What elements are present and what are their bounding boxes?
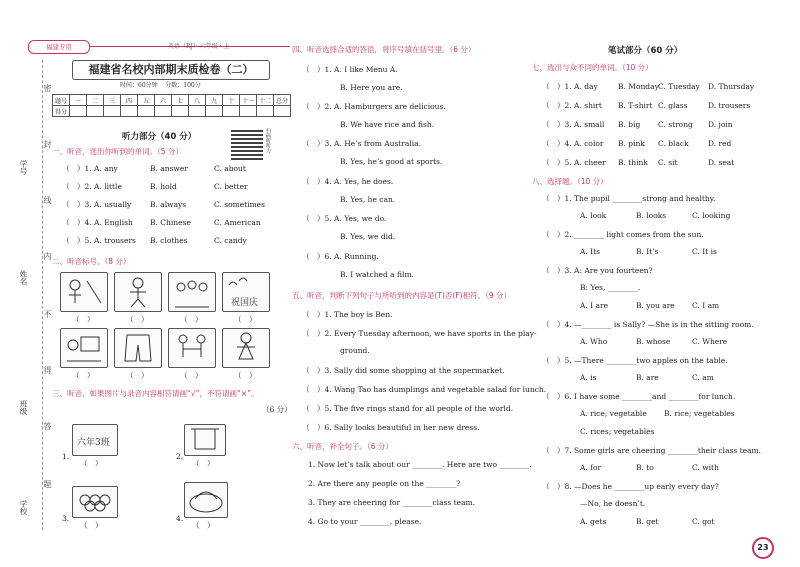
score-table: [52, 94, 291, 117]
picture-class-sign: [72, 424, 118, 456]
s8-options: [580, 301, 719, 310]
s7-opt: B. big: [618, 120, 641, 129]
s7-opt: （ ）2. A. shirt: [542, 101, 602, 110]
picture-national-day: [222, 272, 270, 312]
s7-item: [542, 81, 754, 92]
s8-opt: B. you are: [636, 301, 675, 310]
written-title: 笔试部分（60 分）: [608, 46, 683, 56]
s1-item-a: （ ）2. A. little: [62, 182, 122, 191]
s7-opt: D. seat: [708, 158, 735, 167]
s1-item-c: C. American: [214, 218, 261, 227]
s3-label: 4.: [176, 514, 184, 523]
s5-item: （ ）2. Every Tuesday afternoon, we have sports in the play-: [302, 329, 537, 338]
s8-opt: B. looks: [636, 211, 667, 220]
national-day-banner-text: 祝国庆: [231, 298, 259, 308]
s7-opt: C. Tuesday: [658, 82, 700, 91]
s8-opt: B. get: [636, 517, 659, 526]
s4-item-a: （ ）5. A. Yes, we do.: [302, 214, 387, 223]
cell: 二: [87, 95, 104, 106]
s2-paren: （ ）: [72, 315, 95, 324]
s8-opt: C. looking: [692, 211, 731, 220]
s8-question: （ ）6. I have some ________and ________for lunch.: [542, 392, 736, 401]
s8-opt: C. got: [692, 517, 715, 526]
picture-swing: [184, 424, 226, 456]
s7-opt: C. sit: [658, 158, 678, 167]
s1-item-a: （ ）1. A. any: [62, 164, 118, 173]
s8-options: [580, 211, 730, 220]
s4-item-a: （ ）3. A. He’s from Australia.: [302, 139, 422, 148]
s1-item-b: B. answer: [150, 164, 188, 173]
picture-girl-running: [114, 272, 162, 312]
s8-opt: A. I are: [580, 301, 609, 310]
s7-opt: D. red: [708, 139, 732, 148]
s5-item: （ ）4. Wang Tao has dumplings and vegetable salad for lunch.: [302, 385, 547, 394]
s8-options: [580, 373, 714, 382]
picture-kids-playing: [168, 328, 216, 368]
section-2-title: 二、听音标号。（8 分）: [52, 257, 131, 266]
s5-item: （ ）5. The five rings stand for all people of the world.: [302, 404, 514, 413]
s8-opt: C. am: [692, 373, 714, 382]
exam-time: 时间：60分钟: [120, 82, 158, 89]
cell: 一: [70, 95, 87, 106]
s2-paren: （ ）: [72, 371, 95, 380]
s4-item-b: B. Here you are.: [340, 83, 403, 92]
s7-opt: D. join: [708, 120, 733, 129]
s1-item-a: （ ）5. A. trousers: [62, 236, 136, 245]
section-8-title: 八、选择题。（10 分）: [532, 177, 608, 186]
s7-opt: （ ）1. A. day: [542, 82, 598, 91]
s1-item: [62, 199, 265, 210]
s1-item-a: （ ）4. A. English: [62, 218, 133, 227]
s8-opt: A. Who: [580, 337, 608, 346]
score-table-head: [53, 95, 291, 106]
cut-word: 线: [43, 196, 52, 204]
cell: 十二: [257, 95, 274, 106]
s1-item-c: C. about: [214, 164, 246, 173]
s8-question: （ ）7. Some girls are cheering ________their class team.: [542, 446, 762, 455]
s3-paren: （ ）: [80, 521, 103, 530]
s4-item-a: （ ）6. A. Running.: [302, 252, 379, 261]
s4-item-b: B. Yes, he’s good at sports.: [340, 157, 443, 166]
s8-opt: B. It’s: [636, 247, 659, 256]
section-6-title: 六、听音，补全句子。（6 分）: [292, 442, 393, 451]
cut-word: 封: [43, 140, 52, 148]
picture-girl-dancing: [222, 328, 270, 368]
cell: 十: [223, 95, 240, 106]
s8-options: [580, 409, 735, 418]
cut-word: 内: [43, 252, 52, 260]
s7-opt: C. glass: [658, 101, 688, 110]
s6-item: 1. Now let’s talk about our ________. Here are two ________.: [308, 460, 532, 469]
picture-boy-computer: [60, 328, 108, 368]
s4-item-b: B. I watched a film.: [340, 270, 414, 279]
s5-item: （ ）3. Sally did some shopping at the supermarket.: [302, 366, 505, 375]
cell: 四: [121, 95, 138, 106]
s8-opt: B. are: [636, 373, 659, 382]
s8-options: [580, 517, 715, 526]
cell: 题号: [53, 95, 70, 106]
s8-question: （ ）5. —There ________two apples on the table.: [542, 356, 728, 365]
s8-opt: B. to: [636, 463, 654, 472]
cell: 得分: [53, 106, 70, 117]
s8-options: [580, 337, 727, 346]
s3-paren: （ ）: [192, 521, 215, 530]
s3-label: 3.: [62, 514, 70, 523]
s1-item: [62, 181, 248, 192]
s7-item: [542, 138, 731, 149]
s4-item-a: （ ）2. A. Hamburgers are delicious.: [302, 102, 446, 111]
s4-item-b: B. We have rice and fish.: [340, 120, 435, 129]
s8-opt: B. whose: [636, 337, 671, 346]
qr-caption: 扫码听听力: [265, 128, 271, 153]
s1-item-b: B. Chinese: [150, 218, 191, 227]
s7-opt: （ ）5. A. cheer: [542, 158, 606, 167]
cut-word: 得: [43, 366, 52, 374]
s1-item-c: C. candy: [214, 236, 247, 245]
s5-item: （ ）6. Sally looks beautiful in her new dress.: [302, 423, 480, 432]
cell: 七: [172, 95, 189, 106]
s8-opt: A. look: [580, 211, 607, 220]
section-1-title: 一、听音，选出你听到的单词。（5 分）: [52, 147, 183, 156]
score-table-row: [53, 106, 291, 117]
s7-item: [542, 119, 733, 130]
s6-item: 3. They are cheering for ________class team.: [308, 498, 476, 507]
s7-opt: C. black: [658, 139, 689, 148]
cell: 十一: [240, 95, 257, 106]
s1-item: [62, 217, 261, 228]
section-7-title: 七、选出与众不同的单词。（10 分）: [532, 63, 653, 72]
picture-salad-bowl: [184, 482, 228, 518]
s1-item-a: （ ）3. A. usually: [62, 200, 132, 209]
cut-word: 答: [43, 422, 52, 430]
binding-strip: [4, 60, 52, 530]
class-sign-text: 六年3班: [77, 438, 110, 448]
header-tag: 福建专用: [28, 40, 90, 54]
s2-paren: （ ）: [234, 371, 257, 380]
s5-item-cont: ground.: [340, 346, 370, 355]
s4-item-a: （ ）1. A. I like Menu A.: [302, 65, 398, 74]
s8-opt: A. Its: [580, 247, 601, 256]
s7-opt: D. trousers: [708, 101, 751, 110]
s7-opt: D. Thursday: [708, 82, 755, 91]
s3-paren: （ ）: [80, 459, 103, 468]
s7-opt: B. think: [618, 158, 648, 167]
s7-opt: （ ）3. A. small: [542, 120, 605, 129]
s4-item-b: B. Yes, he can.: [340, 195, 396, 204]
s8-question-b: —No, he doesn’t.: [580, 499, 646, 508]
s6-item: 4. Go to your ________, please.: [308, 517, 422, 526]
cell: 九: [206, 95, 223, 106]
exam-score: 分数：100分: [165, 82, 201, 89]
student-number-label: 学号: [19, 160, 28, 175]
s8-opt: C. rices; vegetables: [580, 427, 655, 436]
cell: 六: [155, 95, 172, 106]
s7-opt: B. Monday: [618, 82, 659, 91]
s8-question-b: B: Yes, ________.: [580, 283, 641, 292]
s3-label: 2.: [176, 452, 184, 461]
s8-opt: A. for: [580, 463, 602, 472]
s2-paren: （ ）: [234, 315, 257, 324]
s8-opt: C. with: [692, 463, 719, 472]
s8-opt: A. gets: [580, 517, 607, 526]
s8-question: （ ）1. The pupil ________strong and healthy.: [542, 194, 716, 203]
s8-opt: C. I am: [692, 301, 720, 310]
s2-paren: （ ）: [126, 315, 149, 324]
picture-shorts: [114, 328, 162, 368]
section-5-title: 五、听音，判断下列句子与所听到的内容是(T)否(F)相符。（9 分）: [292, 291, 512, 300]
s2-paren: （ ）: [180, 315, 203, 324]
section-3-title: 三、听音，如果图片与录音内容相符请画“√”，不符请画“×”。: [52, 389, 259, 398]
s3-label: 1.: [62, 452, 70, 461]
s8-opt: C. Where: [692, 337, 728, 346]
s8-question: （ ）2. ________ light comes from the sun.: [542, 230, 704, 239]
s7-opt: B. T-shirt: [618, 101, 653, 110]
cell: 八: [189, 95, 206, 106]
section-4-title: 四、听音选择合适的答语，将序号填在括号里。（6 分）: [292, 45, 476, 54]
class-label: 班级: [19, 400, 28, 415]
cell: 三: [104, 95, 121, 106]
cell: 总分: [274, 95, 291, 106]
s1-item-c: C. sometimes: [214, 200, 265, 209]
listening-title: 听力部分（40 分）: [122, 132, 197, 142]
s5-item: （ ）1. The boy is Ben.: [302, 310, 393, 319]
picture-olympic-rings: [72, 486, 118, 518]
s6-item: 2. Are there any people on the ________?: [308, 479, 461, 488]
s1-item-b: B. clothes: [150, 236, 188, 245]
s7-item: [542, 157, 734, 168]
exam-info: [120, 80, 201, 89]
s4-item-b: B. Yes, we did.: [340, 232, 396, 241]
s8-opt: A. is: [580, 373, 597, 382]
s8-question: （ ）3. A: Are you fourteen?: [542, 266, 653, 275]
s7-item: [542, 100, 750, 111]
cut-word: 密: [43, 84, 52, 92]
cut-word: 题: [43, 480, 52, 488]
header-subject: 英语（RJ）· 六年级 · 上: [168, 43, 230, 50]
qr-code[interactable]: [231, 128, 263, 160]
s7-opt: C. strong: [658, 120, 693, 129]
s8-options: [580, 247, 717, 256]
s1-item: [62, 163, 246, 174]
s1-item-b: B. hold: [150, 182, 177, 191]
s4-item-a: （ ）4. A. Yes, he does.: [302, 177, 394, 186]
cut-word: 不: [43, 310, 52, 318]
s1-item-b: B. always: [150, 200, 187, 209]
s8-opt: B. rice; vegetables: [664, 409, 735, 418]
s8-question: （ ）4. —________ is Sally? —She is in the sitting room.: [542, 320, 754, 329]
picture-group-cheering: [168, 272, 216, 312]
s2-paren: （ ）: [180, 371, 203, 380]
s1-item: [62, 235, 247, 246]
s8-options: [580, 463, 719, 472]
page-number: 23: [752, 537, 774, 559]
cell: 五: [138, 95, 155, 106]
s7-opt: B. pink: [618, 139, 645, 148]
s8-question: （ ）8. —Does he ________up early every day?: [542, 482, 719, 491]
binding-dashed-line: [42, 60, 43, 530]
school-label: 学校: [19, 500, 28, 515]
s7-opt: （ ）4. A. color: [542, 139, 604, 148]
section-3-score: （6 分）: [262, 405, 292, 414]
s1-item-c: C. better: [214, 182, 248, 191]
exam-title: 福建省名校内部期末质检卷（二）: [72, 60, 270, 80]
s2-paren: （ ）: [126, 371, 149, 380]
name-label: 姓名: [19, 270, 28, 285]
s3-paren: （ ）: [192, 459, 215, 468]
s8-opt: C. It is: [692, 247, 717, 256]
s8-opt: A. rice; vegetable: [580, 409, 647, 418]
picture-kids-cleaning: [60, 272, 108, 312]
